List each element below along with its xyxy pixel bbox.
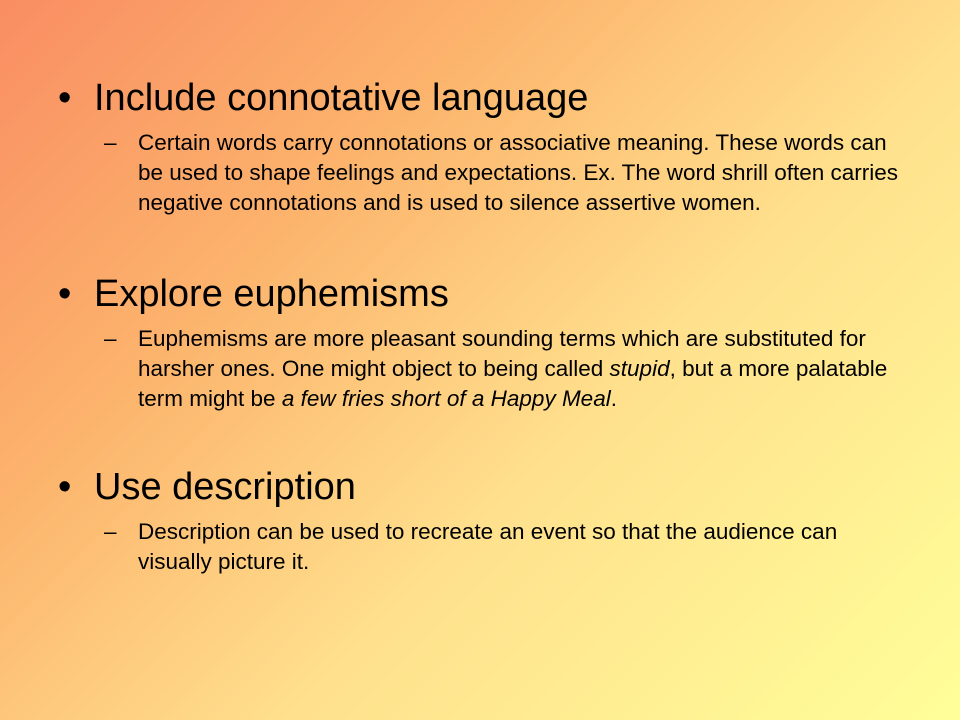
sub-bullet-text	[138, 324, 908, 414]
sub-bullet	[104, 517, 908, 577]
bullet-heading: Use description	[94, 466, 356, 508]
sub-bullet-text	[138, 517, 908, 577]
bullet-marker: •	[58, 273, 72, 315]
sub-bullet	[104, 128, 908, 218]
bullet-group-connotative	[58, 76, 908, 218]
sub-bullet-run-italic: a few fries short of a Happy Meal	[281, 386, 611, 411]
bullet-heading: Explore euphemisms	[94, 273, 449, 315]
bullet-marker: •	[58, 77, 72, 119]
main-bullet	[58, 76, 908, 120]
sub-bullet-dash: –	[104, 130, 117, 155]
bullet-heading: Include connotative language	[94, 77, 589, 119]
sub-bullet-run: .	[610, 386, 617, 411]
sub-bullet-text	[138, 128, 908, 218]
sub-bullet-run: Certain words carry connotations or associative meaning. These words can be used to shape feelings and expectations. Ex. The word shrill often carries negative connotations and is used to silence assertive women.	[138, 130, 899, 215]
sub-bullet-run: , but a more palatable term might be	[138, 356, 888, 411]
sub-bullet-dash: –	[104, 519, 117, 544]
sub-bullet-run-italic: stupid	[609, 356, 670, 381]
sub-bullet-run: Description can be used to recreate an event so that the audience can visually picture it.	[138, 519, 838, 574]
sub-bullet-dash: –	[104, 326, 117, 351]
bullet-group-description	[58, 465, 908, 577]
main-bullet	[58, 465, 908, 509]
bullet-marker: •	[58, 466, 72, 508]
sub-bullet-run: Euphemisms are more pleasant sounding terms which are substituted for harsher ones. One might object to being called	[138, 326, 866, 381]
bullet-group-euphemisms	[58, 272, 908, 414]
main-bullet	[58, 272, 908, 316]
sub-bullet	[104, 324, 908, 414]
